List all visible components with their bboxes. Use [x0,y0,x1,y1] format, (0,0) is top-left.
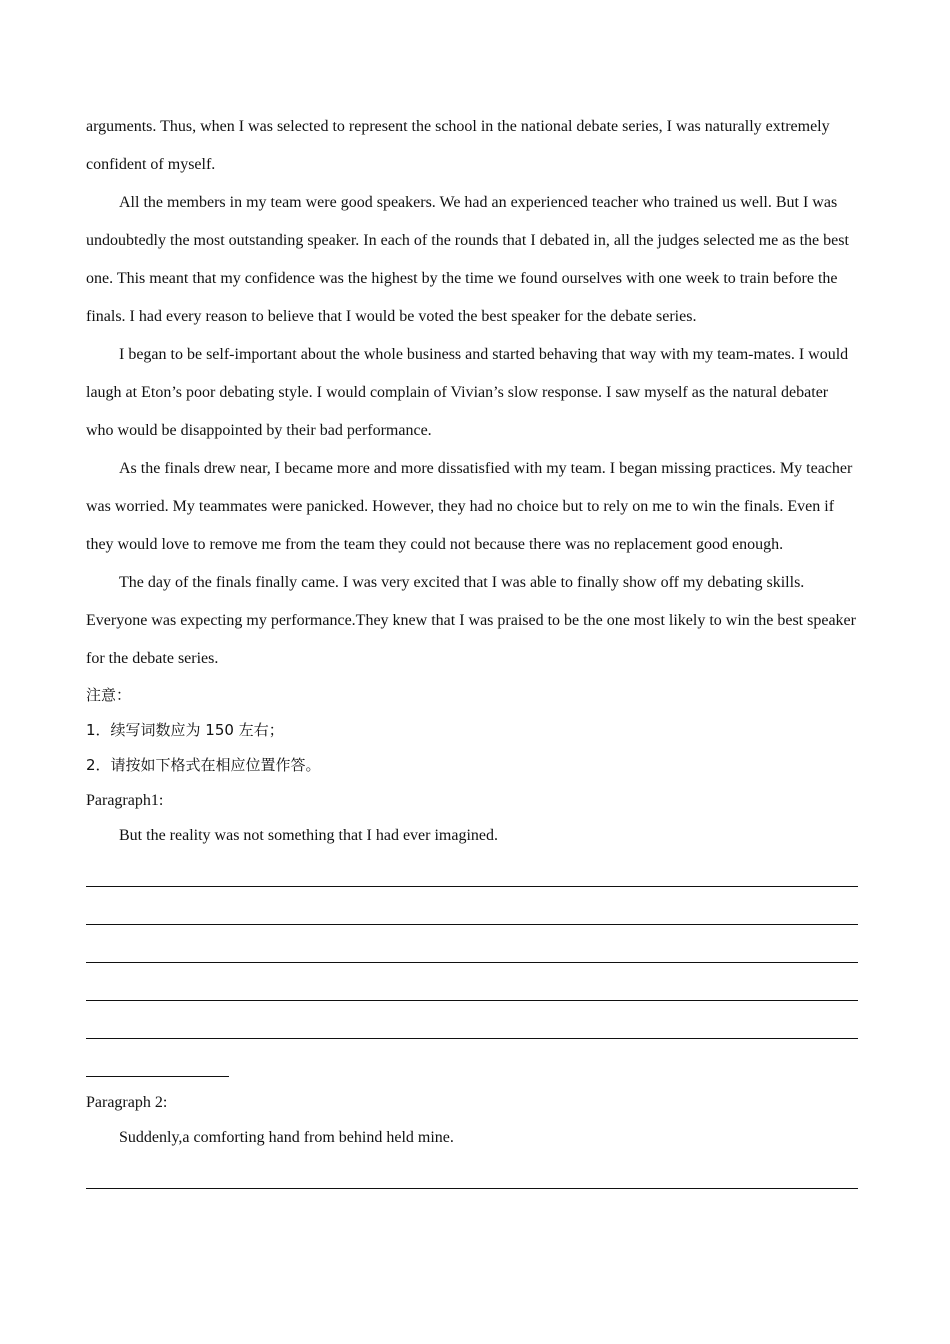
story-paragraph-1: All the members in my team were good speakers. We had an experienced teacher who trained us well. But I was undoubtedly the most outstanding speaker. In each of the rounds that I debated in, all the judges selected me as the best one. This meant that my confidence was the highest by the time we found ourselves with one week to train before the finals. I had every reason to believe that I would be voted the best speaker for the debate series. [86,194,849,325]
notes-item-1: 1．续写词数应为 150 左右； [86,721,284,739]
paragraph-2-label: Paragraph 2: [86,1094,168,1111]
paragraph-1-answer-lines [86,849,858,1077]
paragraph-2-opening-sentence: Suddenly,a comforting hand from behind held mine. [119,1129,454,1146]
answer-line[interactable] [86,925,858,963]
notes-heading: 注意： [86,686,132,704]
document-page [86,108,858,1189]
answer-line[interactable] [86,1001,858,1039]
paragraph-1-opening-sentence: But the reality was not something that I had ever imagined. [119,827,499,844]
answer-line[interactable] [86,849,858,887]
story-paragraph-4: The day of the finals finally came. I was very excited that I was able to finally show off my debating skills. Everyone was expecting my performance.They knew that I was praised to be the one most likely to win the best speaker for the debate series. [86,574,856,667]
paragraph-2-answer-lines [86,1151,858,1189]
answer-line[interactable] [86,963,858,1001]
answer-line-short[interactable] [86,1039,229,1077]
story-paragraph-2: I began to be self-important about the whole business and started behaving that way with my team-mates. I would laugh at Eton’s poor debating style. I would complain of Vivian’s slow response. I saw myself as the natural debater who would be disappointed by their bad performance. [86,346,849,439]
story-paragraph-3: As the finals drew near, I became more and more dissatisfied with my team. I began missing practices. My teacher was worried. My teammates were panicked. However, they had no choice but to rely on me to win the finals. Even if they would love to remove me from the team they could not because there was no replacement good enough. [86,460,853,553]
story-paragraph-0: arguments. Thus, when I was selected to represent the school in the national debate series, I was naturally extremely confident of myself. [86,118,830,173]
answer-line[interactable] [86,887,858,925]
paragraph-1-label: Paragraph1: [86,792,164,809]
answer-line[interactable] [86,1151,858,1189]
notes-item-2: 2．请按如下格式在相应位置作答。 [86,756,321,774]
